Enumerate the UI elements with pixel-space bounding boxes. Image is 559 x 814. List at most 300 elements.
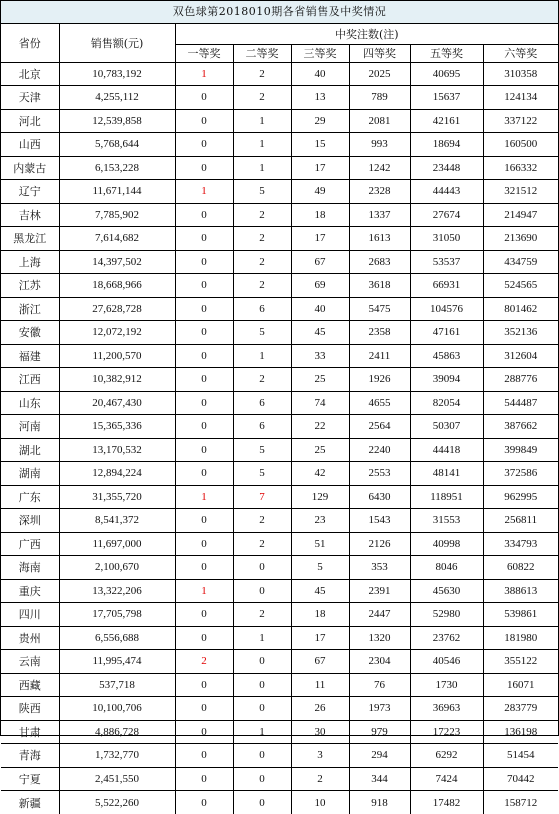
- cell-prize-2: 1: [233, 133, 291, 157]
- cell-prize-3: 40: [291, 297, 349, 321]
- cell-prize-6: 387662: [483, 415, 558, 439]
- cell-province: 福建: [1, 344, 59, 368]
- header-prize-2: 二等奖: [233, 44, 291, 62]
- cell-prize-6: 158712: [483, 791, 558, 814]
- cell-prize-3: 49: [291, 180, 349, 204]
- cell-prize-4: 353: [349, 556, 410, 580]
- cell-sales: 12,072,192: [59, 321, 175, 345]
- cell-sales: 11,995,474: [59, 650, 175, 674]
- cell-prize-6: 544487: [483, 391, 558, 415]
- cell-prize-6: 160500: [483, 133, 558, 157]
- cell-prize-1: 0: [175, 791, 233, 814]
- cell-prize-3: 67: [291, 650, 349, 674]
- cell-prize-3: 22: [291, 415, 349, 439]
- cell-prize-4: 1242: [349, 156, 410, 180]
- table-row: [1, 720, 558, 744]
- cell-sales: 10,100,706: [59, 697, 175, 721]
- cell-prize-1: 0: [175, 321, 233, 345]
- cell-prize-4: 2240: [349, 438, 410, 462]
- cell-prize-3: 2: [291, 767, 349, 791]
- cell-prize-6: 334793: [483, 532, 558, 556]
- cell-prize-6: 124134: [483, 86, 558, 110]
- cell-prize-1: 0: [175, 344, 233, 368]
- cell-prize-1: 1: [175, 485, 233, 509]
- cell-prize-6: 288776: [483, 368, 558, 392]
- cell-province: 天津: [1, 86, 59, 110]
- cell-prize-2: 5: [233, 438, 291, 462]
- cell-prize-6: 16071: [483, 673, 558, 697]
- cell-sales: 20,467,430: [59, 391, 175, 415]
- cell-prize-5: 40546: [410, 650, 483, 674]
- cell-prize-5: 23448: [410, 156, 483, 180]
- cell-prize-5: 27674: [410, 203, 483, 227]
- cell-prize-6: 214947: [483, 203, 558, 227]
- cell-sales: 2,451,550: [59, 767, 175, 791]
- table-row: [1, 227, 558, 251]
- table-row: [1, 415, 558, 439]
- cell-prize-4: 294: [349, 744, 410, 768]
- cell-province: 河北: [1, 109, 59, 133]
- cell-prize-6: 434759: [483, 250, 558, 274]
- cell-province: 吉林: [1, 203, 59, 227]
- cell-prize-2: 5: [233, 180, 291, 204]
- cell-province: 湖北: [1, 438, 59, 462]
- cell-prize-6: 962995: [483, 485, 558, 509]
- cell-prize-2: 6: [233, 415, 291, 439]
- cell-prize-4: 2553: [349, 462, 410, 486]
- cell-prize-5: 66931: [410, 274, 483, 298]
- cell-prize-4: 2304: [349, 650, 410, 674]
- header-prize-3: 三等奖: [291, 44, 349, 62]
- cell-prize-1: 0: [175, 391, 233, 415]
- table-row: [1, 180, 558, 204]
- cell-prize-1: 1: [175, 180, 233, 204]
- cell-prize-3: 45: [291, 579, 349, 603]
- cell-prize-4: 76: [349, 673, 410, 697]
- cell-prize-4: 1337: [349, 203, 410, 227]
- cell-prize-5: 44443: [410, 180, 483, 204]
- cell-prize-6: 181980: [483, 626, 558, 650]
- cell-prize-5: 39094: [410, 368, 483, 392]
- cell-prize-1: 0: [175, 109, 233, 133]
- cell-prize-4: 1613: [349, 227, 410, 251]
- cell-province: 甘肃: [1, 720, 59, 744]
- cell-prize-2: 2: [233, 368, 291, 392]
- cell-prize-5: 40695: [410, 62, 483, 86]
- cell-prize-5: 52980: [410, 603, 483, 627]
- cell-sales: 14,397,502: [59, 250, 175, 274]
- cell-sales: 11,697,000: [59, 532, 175, 556]
- cell-prize-1: 0: [175, 462, 233, 486]
- cell-sales: 7,785,902: [59, 203, 175, 227]
- cell-prize-4: 2328: [349, 180, 410, 204]
- sales-table: [1, 24, 558, 814]
- cell-province: 海南: [1, 556, 59, 580]
- cell-sales: 6,556,688: [59, 626, 175, 650]
- cell-prize-6: 283779: [483, 697, 558, 721]
- cell-province: 陕西: [1, 697, 59, 721]
- page-title: 双色球第2018010期各省销售及中奖情况: [1, 1, 558, 24]
- cell-province: 广东: [1, 485, 59, 509]
- cell-prize-3: 11: [291, 673, 349, 697]
- table-row: [1, 697, 558, 721]
- cell-prize-4: 3618: [349, 274, 410, 298]
- cell-prize-1: 0: [175, 744, 233, 768]
- cell-prize-3: 33: [291, 344, 349, 368]
- cell-province: 上海: [1, 250, 59, 274]
- table-row: [1, 86, 558, 110]
- cell-prize-4: 6430: [349, 485, 410, 509]
- cell-prize-2: 6: [233, 391, 291, 415]
- cell-prize-5: 82054: [410, 391, 483, 415]
- cell-prize-4: 344: [349, 767, 410, 791]
- cell-sales: 10,783,192: [59, 62, 175, 86]
- cell-prize-2: 2: [233, 227, 291, 251]
- table-row: [1, 744, 558, 768]
- cell-prize-2: 0: [233, 673, 291, 697]
- table-row: [1, 626, 558, 650]
- cell-sales: 8,541,372: [59, 509, 175, 533]
- cell-sales: 12,539,858: [59, 109, 175, 133]
- table-row: [1, 203, 558, 227]
- cell-prize-1: 0: [175, 415, 233, 439]
- cell-prize-5: 17482: [410, 791, 483, 814]
- cell-sales: 31,355,720: [59, 485, 175, 509]
- cell-prize-4: 993: [349, 133, 410, 157]
- cell-province: 广西: [1, 532, 59, 556]
- cell-sales: 537,718: [59, 673, 175, 697]
- header-prize-4: 四等奖: [349, 44, 410, 62]
- cell-prize-2: 2: [233, 603, 291, 627]
- cell-sales: 4,255,112: [59, 86, 175, 110]
- cell-prize-3: 15: [291, 133, 349, 157]
- cell-prize-6: 70442: [483, 767, 558, 791]
- cell-prize-4: 5475: [349, 297, 410, 321]
- cell-prize-2: 2: [233, 509, 291, 533]
- cell-prize-4: 1926: [349, 368, 410, 392]
- cell-prize-3: 10: [291, 791, 349, 814]
- cell-prize-2: 2: [233, 62, 291, 86]
- cell-province: 黑龙江: [1, 227, 59, 251]
- cell-prize-2: 5: [233, 321, 291, 345]
- cell-prize-4: 2447: [349, 603, 410, 627]
- cell-prize-2: 2: [233, 250, 291, 274]
- cell-prize-5: 18694: [410, 133, 483, 157]
- cell-prize-5: 1730: [410, 673, 483, 697]
- cell-prize-5: 17223: [410, 720, 483, 744]
- cell-prize-3: 25: [291, 368, 349, 392]
- table-row: [1, 133, 558, 157]
- cell-prize-3: 67: [291, 250, 349, 274]
- header-province: 省份: [1, 24, 59, 62]
- header-row-top: [1, 24, 558, 44]
- cell-prize-4: 2358: [349, 321, 410, 345]
- cell-prize-5: 8046: [410, 556, 483, 580]
- cell-prize-1: 0: [175, 720, 233, 744]
- cell-prize-3: 5: [291, 556, 349, 580]
- cell-prize-6: 321512: [483, 180, 558, 204]
- cell-prize-1: 2: [175, 650, 233, 674]
- cell-prize-1: 0: [175, 438, 233, 462]
- cell-prize-6: 352136: [483, 321, 558, 345]
- cell-prize-4: 2025: [349, 62, 410, 86]
- cell-prize-3: 23: [291, 509, 349, 533]
- cell-prize-3: 17: [291, 227, 349, 251]
- table-row: [1, 556, 558, 580]
- cell-sales: 15,365,336: [59, 415, 175, 439]
- cell-prize-6: 372586: [483, 462, 558, 486]
- cell-prize-5: 118951: [410, 485, 483, 509]
- cell-prize-3: 42: [291, 462, 349, 486]
- cell-province: 重庆: [1, 579, 59, 603]
- cell-province: 贵州: [1, 626, 59, 650]
- table-row: [1, 250, 558, 274]
- cell-prize-3: 45: [291, 321, 349, 345]
- cell-province: 深圳: [1, 509, 59, 533]
- table-body: [1, 62, 558, 814]
- cell-prize-5: 50307: [410, 415, 483, 439]
- cell-prize-4: 2564: [349, 415, 410, 439]
- cell-prize-5: 40998: [410, 532, 483, 556]
- table-row: [1, 462, 558, 486]
- cell-prize-2: 0: [233, 556, 291, 580]
- cell-prize-3: 17: [291, 156, 349, 180]
- cell-prize-2: 1: [233, 344, 291, 368]
- cell-prize-5: 44418: [410, 438, 483, 462]
- cell-province: 宁夏: [1, 767, 59, 791]
- cell-province: 山东: [1, 391, 59, 415]
- cell-prize-3: 30: [291, 720, 349, 744]
- cell-prize-1: 0: [175, 532, 233, 556]
- cell-prize-5: 42161: [410, 109, 483, 133]
- table-row: [1, 532, 558, 556]
- cell-prize-2: 2: [233, 86, 291, 110]
- cell-prize-4: 2081: [349, 109, 410, 133]
- table-row: [1, 274, 558, 298]
- header-prize-6: 六等奖: [483, 44, 558, 62]
- cell-prize-6: 337122: [483, 109, 558, 133]
- cell-prize-3: 25: [291, 438, 349, 462]
- cell-prize-2: 7: [233, 485, 291, 509]
- cell-prize-5: 23762: [410, 626, 483, 650]
- header-prize-1: 一等奖: [175, 44, 233, 62]
- cell-prize-6: 136198: [483, 720, 558, 744]
- cell-prize-1: 0: [175, 509, 233, 533]
- cell-sales: 17,705,798: [59, 603, 175, 627]
- cell-prize-5: 48141: [410, 462, 483, 486]
- cell-prize-5: 31050: [410, 227, 483, 251]
- cell-prize-3: 74: [291, 391, 349, 415]
- cell-prize-1: 1: [175, 62, 233, 86]
- table-row: [1, 791, 558, 814]
- cell-prize-6: 60822: [483, 556, 558, 580]
- cell-prize-1: 0: [175, 274, 233, 298]
- cell-prize-2: 1: [233, 626, 291, 650]
- cell-prize-1: 0: [175, 297, 233, 321]
- cell-prize-4: 2411: [349, 344, 410, 368]
- cell-prize-2: 6: [233, 297, 291, 321]
- table-row: [1, 603, 558, 627]
- cell-prize-6: 388613: [483, 579, 558, 603]
- cell-prize-4: 2391: [349, 579, 410, 603]
- table-row: [1, 438, 558, 462]
- cell-prize-1: 0: [175, 673, 233, 697]
- table-row: [1, 297, 558, 321]
- header-sales: 销售额(元): [59, 24, 175, 62]
- cell-prize-5: 104576: [410, 297, 483, 321]
- cell-prize-3: 29: [291, 109, 349, 133]
- cell-prize-3: 18: [291, 203, 349, 227]
- table-row: [1, 344, 558, 368]
- cell-sales: 27,628,728: [59, 297, 175, 321]
- cell-prize-1: 0: [175, 603, 233, 627]
- cell-sales: 4,886,728: [59, 720, 175, 744]
- cell-prize-4: 4655: [349, 391, 410, 415]
- cell-prize-6: 312604: [483, 344, 558, 368]
- table-row: [1, 321, 558, 345]
- table-row: [1, 62, 558, 86]
- cell-province: 江苏: [1, 274, 59, 298]
- cell-prize-3: 26: [291, 697, 349, 721]
- cell-province: 河南: [1, 415, 59, 439]
- cell-prize-1: 1: [175, 579, 233, 603]
- cell-prize-4: 1973: [349, 697, 410, 721]
- cell-prize-5: 15637: [410, 86, 483, 110]
- cell-sales: 2,100,670: [59, 556, 175, 580]
- table-row: [1, 391, 558, 415]
- cell-prize-3: 51: [291, 532, 349, 556]
- cell-sales: 11,200,570: [59, 344, 175, 368]
- cell-prize-5: 53537: [410, 250, 483, 274]
- cell-sales: 12,894,224: [59, 462, 175, 486]
- cell-prize-4: 2683: [349, 250, 410, 274]
- cell-prize-2: 1: [233, 156, 291, 180]
- table-row: [1, 156, 558, 180]
- cell-prize-1: 0: [175, 227, 233, 251]
- cell-prize-2: 0: [233, 697, 291, 721]
- table-row: [1, 767, 558, 791]
- cell-prize-3: 17: [291, 626, 349, 650]
- cell-province: 四川: [1, 603, 59, 627]
- table-row: [1, 579, 558, 603]
- cell-province: 辽宁: [1, 180, 59, 204]
- cell-province: 浙江: [1, 297, 59, 321]
- header-winners: 中奖注数(注): [175, 24, 558, 44]
- cell-prize-3: 3: [291, 744, 349, 768]
- cell-prize-2: 2: [233, 532, 291, 556]
- cell-prize-1: 0: [175, 368, 233, 392]
- cell-prize-5: 31553: [410, 509, 483, 533]
- cell-prize-6: 213690: [483, 227, 558, 251]
- cell-prize-6: 51454: [483, 744, 558, 768]
- cell-prize-5: 47161: [410, 321, 483, 345]
- cell-sales: 11,671,144: [59, 180, 175, 204]
- cell-sales: 5,768,644: [59, 133, 175, 157]
- table-row: [1, 368, 558, 392]
- cell-prize-6: 524565: [483, 274, 558, 298]
- cell-province: 江西: [1, 368, 59, 392]
- cell-sales: 10,382,912: [59, 368, 175, 392]
- cell-prize-1: 0: [175, 86, 233, 110]
- cell-province: 湖南: [1, 462, 59, 486]
- cell-prize-1: 0: [175, 697, 233, 721]
- cell-prize-6: 399849: [483, 438, 558, 462]
- cell-prize-4: 1543: [349, 509, 410, 533]
- table-row: [1, 673, 558, 697]
- cell-sales: 13,322,206: [59, 579, 175, 603]
- cell-prize-2: 1: [233, 109, 291, 133]
- table-row: [1, 650, 558, 674]
- cell-prize-4: 1320: [349, 626, 410, 650]
- cell-sales: 6,153,228: [59, 156, 175, 180]
- cell-province: 内蒙古: [1, 156, 59, 180]
- cell-prize-4: 979: [349, 720, 410, 744]
- cell-prize-2: 0: [233, 767, 291, 791]
- cell-prize-6: 310358: [483, 62, 558, 86]
- cell-prize-1: 0: [175, 133, 233, 157]
- cell-prize-1: 0: [175, 626, 233, 650]
- cell-prize-3: 40: [291, 62, 349, 86]
- cell-prize-2: 2: [233, 274, 291, 298]
- cell-prize-3: 69: [291, 274, 349, 298]
- cell-prize-5: 6292: [410, 744, 483, 768]
- cell-prize-6: 256811: [483, 509, 558, 533]
- cell-prize-1: 0: [175, 556, 233, 580]
- cell-prize-1: 0: [175, 767, 233, 791]
- table-row: [1, 109, 558, 133]
- cell-prize-6: 801462: [483, 297, 558, 321]
- cell-prize-5: 45630: [410, 579, 483, 603]
- cell-prize-2: 2: [233, 203, 291, 227]
- cell-sales: 7,614,682: [59, 227, 175, 251]
- cell-province: 新疆: [1, 791, 59, 814]
- cell-prize-4: 918: [349, 791, 410, 814]
- cell-prize-1: 0: [175, 203, 233, 227]
- cell-prize-4: 789: [349, 86, 410, 110]
- cell-sales: 5,522,260: [59, 791, 175, 814]
- table-row: [1, 485, 558, 509]
- cell-prize-3: 129: [291, 485, 349, 509]
- cell-province: 安徽: [1, 321, 59, 345]
- cell-prize-3: 13: [291, 86, 349, 110]
- cell-prize-5: 36963: [410, 697, 483, 721]
- cell-province: 云南: [1, 650, 59, 674]
- cell-prize-2: 0: [233, 650, 291, 674]
- cell-prize-5: 45863: [410, 344, 483, 368]
- cell-prize-2: 0: [233, 791, 291, 814]
- cell-prize-2: 1: [233, 720, 291, 744]
- header-prize-5: 五等奖: [410, 44, 483, 62]
- cell-province: 青海: [1, 744, 59, 768]
- cell-prize-1: 0: [175, 250, 233, 274]
- cell-sales: 13,170,532: [59, 438, 175, 462]
- cell-prize-5: 7424: [410, 767, 483, 791]
- cell-prize-6: 355122: [483, 650, 558, 674]
- cell-prize-4: 2126: [349, 532, 410, 556]
- cell-prize-3: 18: [291, 603, 349, 627]
- cell-prize-6: 539861: [483, 603, 558, 627]
- cell-province: 北京: [1, 62, 59, 86]
- cell-prize-2: 5: [233, 462, 291, 486]
- cell-prize-2: 0: [233, 579, 291, 603]
- cell-sales: 18,668,966: [59, 274, 175, 298]
- cell-province: 西藏: [1, 673, 59, 697]
- cell-sales: 1,732,770: [59, 744, 175, 768]
- cell-province: 山西: [1, 133, 59, 157]
- cell-prize-1: 0: [175, 156, 233, 180]
- table-row: [1, 509, 558, 533]
- cell-prize-2: 0: [233, 744, 291, 768]
